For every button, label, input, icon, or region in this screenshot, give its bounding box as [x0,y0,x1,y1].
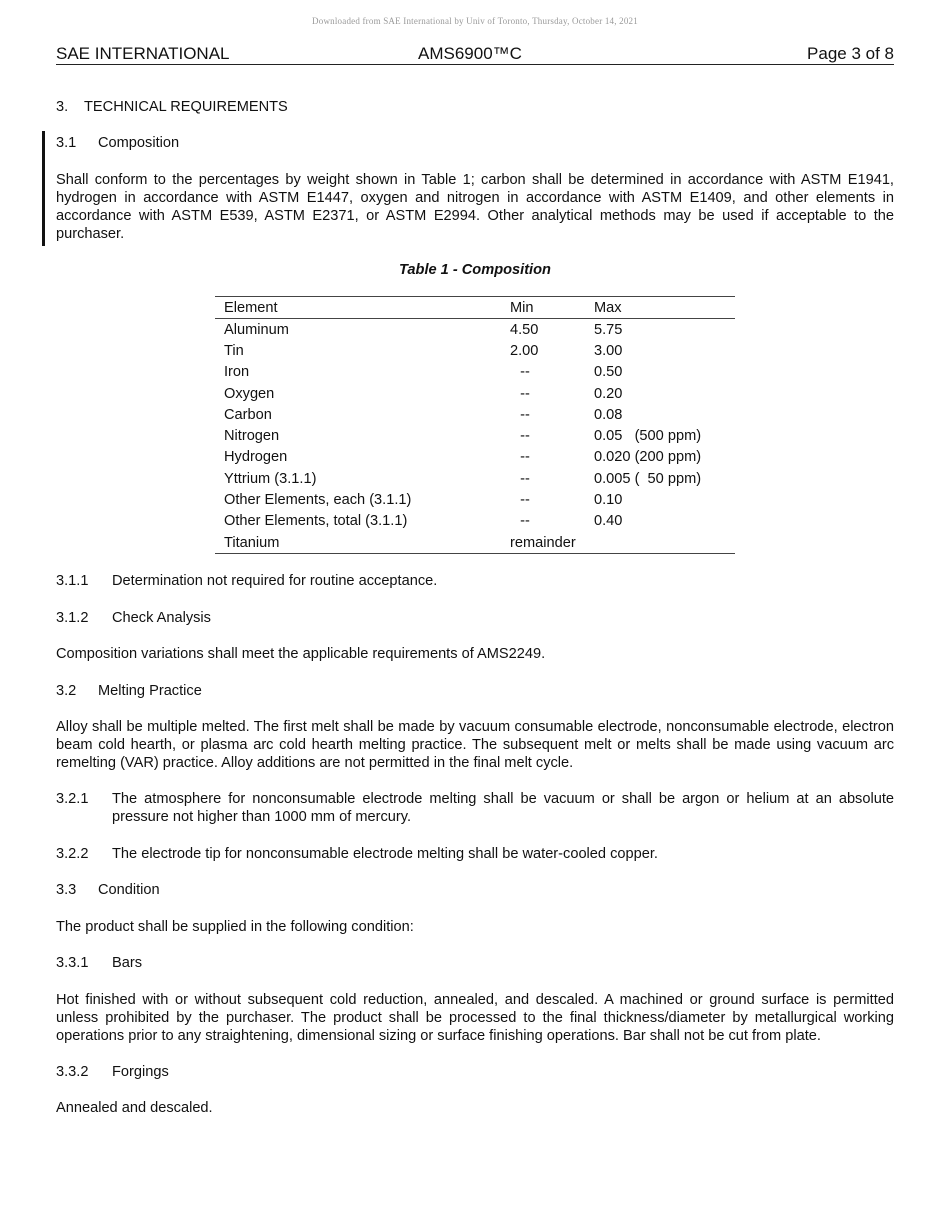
section-number: 3.2 [56,683,77,699]
column-header-element: Element [224,299,278,316]
max-cell [585,532,735,554]
table-row [215,468,735,489]
element-cell: Aluminum [224,321,289,338]
melting-practice-paragraph: Alloy shall be multiple melted. The first melt shall be made by vacuum consumable electrode, nonconsumable electrode, electron beam cold hearth, or plasma arc cold hearth melting practice. The subsequent melt or melts shall be made using vacuum arc remelting (VAR) practice. Alloy additions are not permitted in the final melt cycle. [56,719,894,771]
header-page-number: Page 3 of 8 [807,44,894,63]
min-cell: -- [520,428,530,445]
condition-paragraph: The product shall be supplied in the following condition: [56,919,414,935]
table-row [215,511,735,532]
max-cell: 0.005 ( 50 ppm) [594,470,702,487]
section-title: Forgings [112,1064,169,1080]
section-title: Composition [98,135,180,151]
element-cell: Tin [224,342,244,359]
check-analysis-paragraph: Composition variations shall meet the applicable requirements of AMS2249. [56,646,546,662]
element-cell: Other Elements, each (3.1.1) [224,492,412,509]
section-number: 3.2.2 [56,846,89,862]
bars-paragraph: Hot finished with or without subsequent cold reduction, annealed, and descaled. A machined or ground surface is permitted unless prohibited by the purchaser. The product shall be processed to the final thickness/diameter by metallurgical working operations prior to any straightening, dimensional sizing or surface finishing operations. Bar shall not be cut from plate. [56,992,894,1044]
min-cell: -- [520,449,530,466]
max-cell: 0.40 [594,513,623,530]
section-title: Check Analysis [112,610,211,626]
section-text: The electrode tip for nonconsumable electrode melting shall be water-cooled copper. [112,846,658,862]
section-number: 3. [56,99,69,115]
table-row [215,383,735,404]
table-row [215,362,735,383]
element-cell: Other Elements, total (3.1.1) [224,513,408,530]
section-number: 3.3.1 [56,955,89,971]
section-number: 3.2.1 [56,791,89,807]
column-header-max: Max [594,299,622,316]
min-cell: 4.50 [510,321,539,338]
table-row [215,425,735,446]
section-text: Determination not required for routine acceptance. [112,573,438,589]
table-caption: Table 1 - Composition [399,262,551,278]
section-number: 3.1.2 [56,610,89,626]
download-watermark: Downloaded from SAE International by Univ of Toronto, Thursday, October 14, 2021 [312,16,638,26]
composition-table [215,296,735,554]
section-title: Bars [112,955,143,971]
table-row [215,447,735,468]
section-title: Melting Practice [98,683,202,699]
element-cell: Yttrium (3.1.1) [224,470,317,487]
section-number: 3.1.1 [56,573,89,589]
min-cell: -- [520,406,530,423]
composition-paragraph: Shall conform to the percentages by weight shown in Table 1; carbon shall be determined in accordance with ASTM E1941, hydrogen in accordance with ASTM E1447, oxygen and nitrogen in accordance with ASTM E1409, and other elements in accordance with ASTM E539, ASTM E2371, or ASTM E2994. Other analytical methods may be used if acceptable to the purchaser. [56,172,894,242]
page-header [56,44,894,65]
header-document-number: AMS6900™C [418,44,522,63]
max-cell: 3.00 [594,342,623,359]
section-number: 3.3.2 [56,1064,89,1080]
min-cell: -- [520,364,530,381]
table-row [215,489,735,510]
min-cell: remainder [510,534,576,551]
table-header-row [215,297,735,319]
section-title: TECHNICAL REQUIREMENTS [84,99,288,115]
table-row [215,340,735,361]
max-cell: 5.75 [594,321,623,338]
max-cell: 0.08 [594,406,623,423]
max-cell: 0.50 [594,364,623,381]
section-text: The atmosphere for nonconsumable electrode melting shall be vacuum or shall be argon or helium at an absolute pressure not higher than 1000 mm of mercury. [112,791,894,825]
element-cell: Oxygen [224,385,275,402]
header-organization: SAE INTERNATIONAL [56,44,230,63]
section-number: 3.3 [56,882,77,898]
table-row [215,532,735,554]
element-cell: Carbon [224,406,272,423]
max-cell: 0.020 (200 ppm) [594,449,702,466]
element-cell: Nitrogen [224,428,280,445]
element-cell: Iron [224,364,250,381]
forgings-paragraph: Annealed and descaled. [56,1100,213,1116]
section-title: Condition [98,882,160,898]
min-cell: 2.00 [510,342,539,359]
section-number: 3.1 [56,135,77,151]
max-cell: 0.10 [594,492,623,509]
table-row [215,404,735,425]
section-3-2-1 [56,790,894,830]
column-header-min: Min [510,299,534,316]
min-cell: -- [520,492,530,509]
revision-change-bar [42,131,45,246]
element-cell: Titanium [224,534,280,551]
min-cell: -- [520,385,530,402]
min-cell: -- [520,470,530,487]
max-cell: 0.20 [594,385,623,402]
element-cell: Hydrogen [224,449,288,466]
table-row [215,319,735,341]
max-cell: 0.05 (500 ppm) [594,428,702,445]
min-cell: -- [520,513,530,530]
